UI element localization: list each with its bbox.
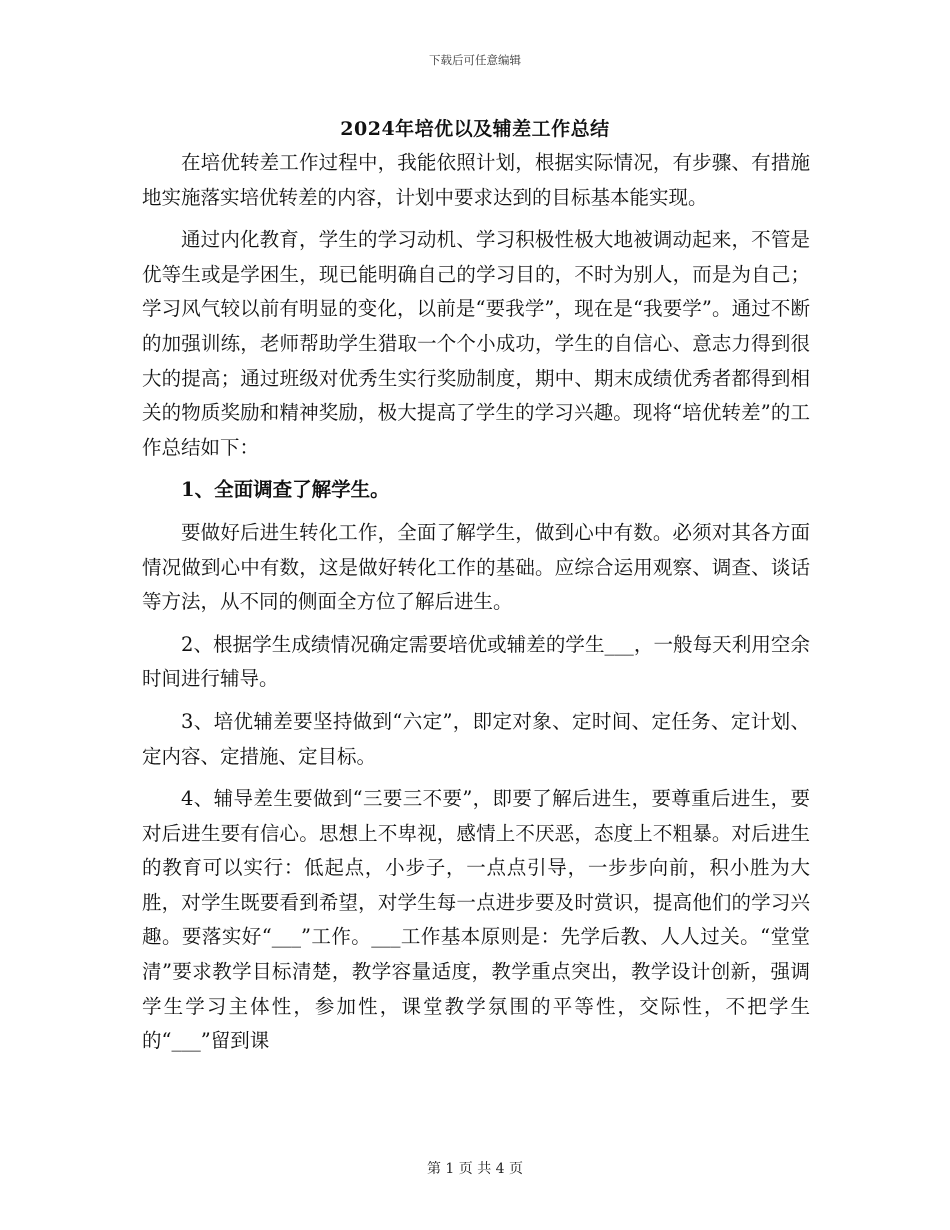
document-title: 2024年培优以及辅差工作总结 <box>340 118 610 140</box>
paragraph-point-4: 4、辅导差生要做到“三要三不要”，即要了解后进生，要尊重后进生，要对后进生要有信心。思想上不卑视，感情上不厌恶，态度上不粗暴。对后进生的教育可以实行：低起点，小步子，一点点引导，一步步向前，积小胜为大胜，对学生既要看到希望，对学生每一点进步要及时赏识，提高他们的学习兴趣。要落实好“___”工作。___工作基本原则是：先学后教、人人过关。“堂堂清”要求教学目标清楚，教学容量适度，教学重点突出，教学设计创新，强调学生学习主体性，参加性，课堂教学氛围的平等性，交际性，不把学生的“___”留到课 <box>142 787 810 1053</box>
paragraph-point-3: 3、培优辅差要坚持做到“六定”，即定对象、定时间、定任务、定计划、定内容、定措施、定目标。 <box>142 709 810 768</box>
paragraph-intro: 在培优转差工作过程中，我能依照计划，根据实际情况，有步骤、有措施地实施落实培优转差的内容，计划中要求达到的目标基本能实现。 <box>142 151 810 209</box>
document-body <box>142 146 810 1067</box>
page-number: 第 1 页 共 4 页 <box>426 1161 524 1177</box>
header-note: 下载后可任意编辑 <box>429 53 521 67</box>
paragraph-point-2: 2、根据学生成绩情况确定需要培优或辅差的学生___，一般每天利用空余时间进行辅导。 <box>142 632 810 691</box>
paragraph-overview: 通过内化教育，学生的学习动机、学习积极性极大地被调动起来，不管是优等生或是学困生，现已能明确自己的学习目的，不时为别人，而是为自己；学习风气较以前有明显的变化，以前是“要我学”，现在是“我要学”。通过不断的加强训练，老师帮助学生猎取一个个小成功，学生的自信心、意志力得到很大的提高；通过班级对优秀生实行奖励制度，期中、期末成绩优秀者都得到相关的物质奖励和精神奖励，极大提高了学生的学习兴趣。现将“培优转差”的工作总结如下： <box>142 228 810 459</box>
section-heading-1: 1、全面调查了解学生。 <box>181 478 390 502</box>
paragraph-understand-students: 要做好后进生转化工作，全面了解学生，做到心中有数。必须对其各方面情况做到心中有数，这是做好转化工作的基础。应综合运用观察、调查、谈话等方法，从不同的侧面全方位了解后进生。 <box>142 520 810 614</box>
